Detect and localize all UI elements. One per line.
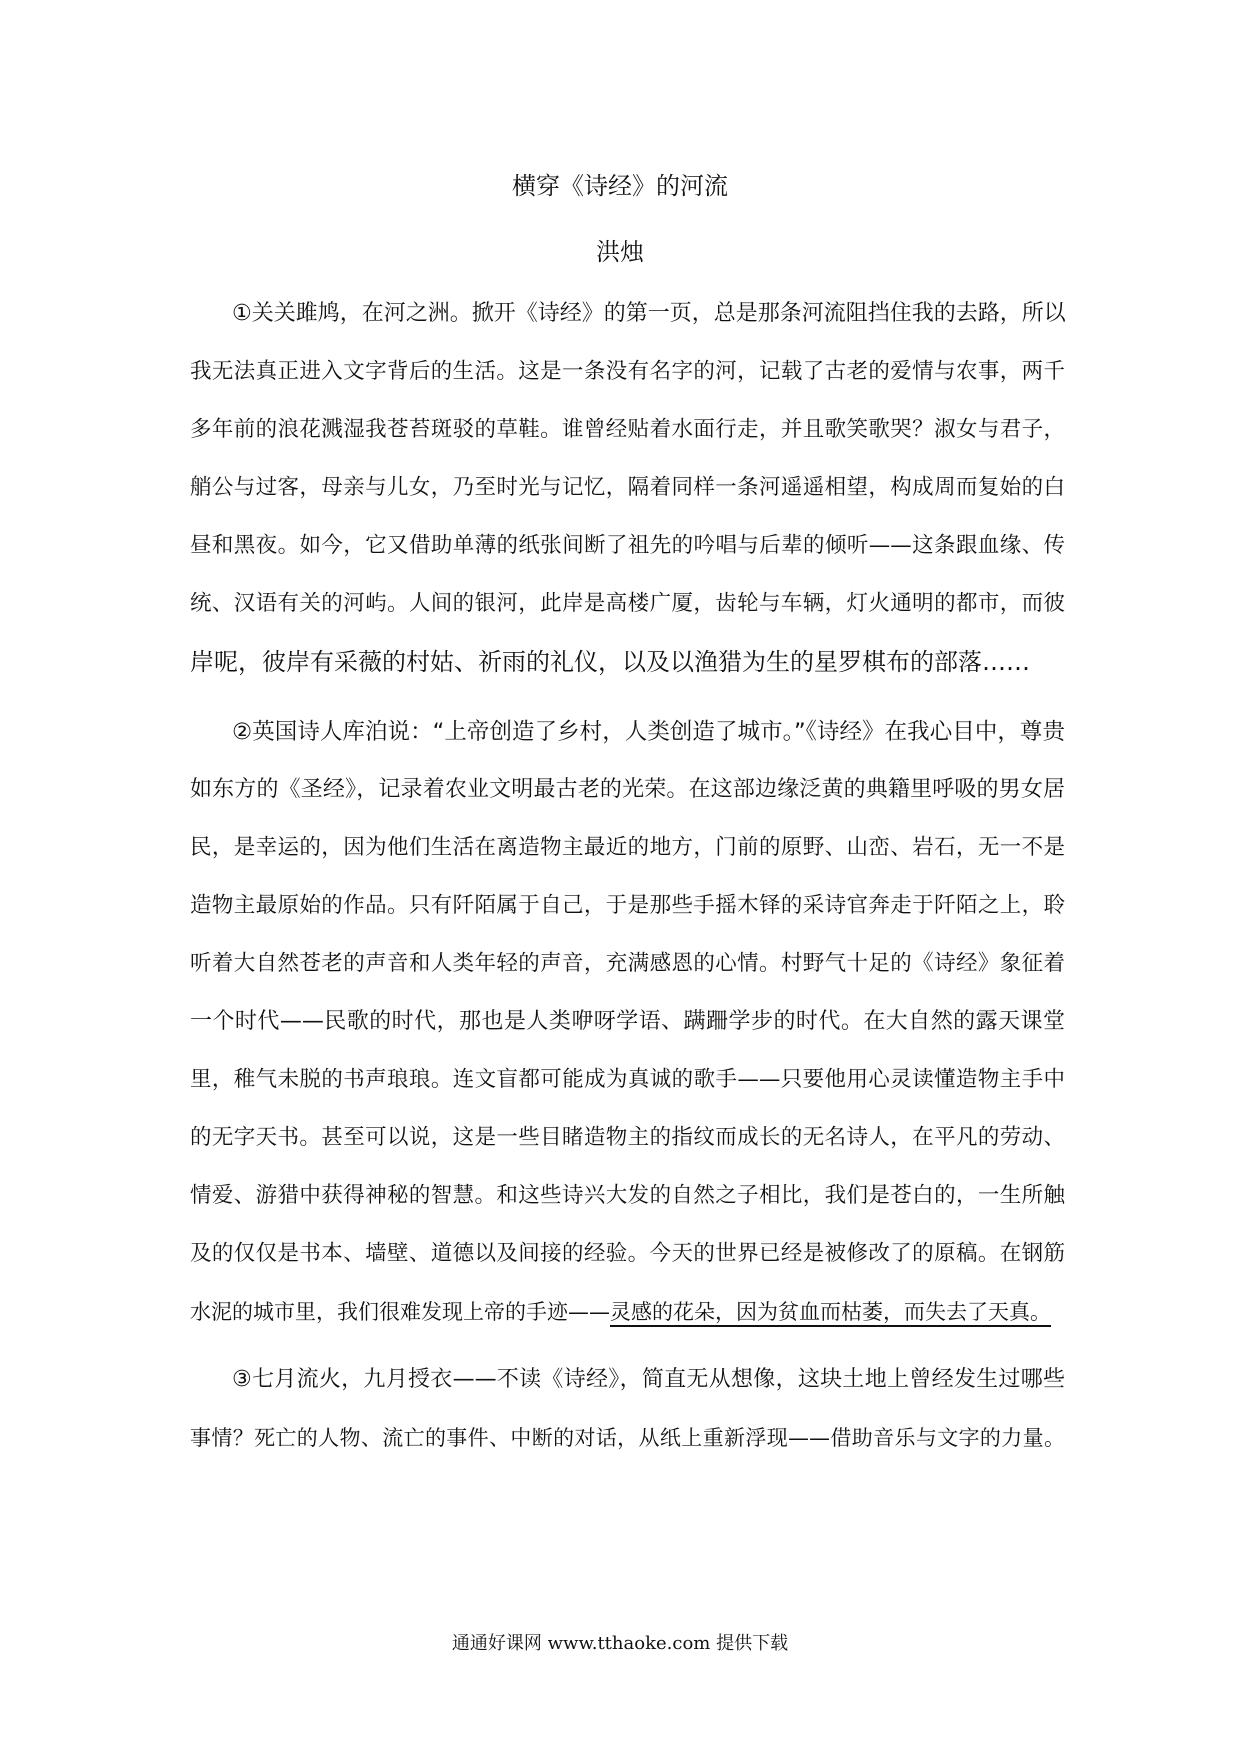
paragraph-2-line-9: 情爱、游猎中获得神秘的智慧。和这些诗兴大发的自然之子相比，我们是苍白的，一生所触: [190, 1183, 1065, 1208]
paragraph-2-last-line-text: 水泥的城市里，我们很难发现上帝的手迹——: [190, 1300, 610, 1324]
paragraph-2-line-6: 一个时代——民歌的时代，那也是人类咿呀学语、蹒跚学步的时代。在大自然的露天课堂: [190, 1009, 1065, 1034]
paragraph-2-line-11: [190, 1296, 1065, 1328]
paragraph-1-line-3: 多年前的浪花溅湿我苍苔斑驳的草鞋。谁曾经贴着水面行走，并且歌笑歌哭？淑女与君子，: [190, 417, 1065, 442]
page-footer: 通通好课网 www.tthaoke.com 提供下载: [451, 1633, 789, 1654]
paragraph-1-line-1: ①关关雎鸠，在河之洲。掀开《诗经》的第一页，总是那条河流阻挡住我的去路，所以: [232, 301, 1066, 326]
paragraph-1-line-4: 艄公与过客，母亲与儿女，乃至时光与记忆，隔着同样一条河遥遥相望，构成周而复始的白: [190, 475, 1065, 500]
paragraph-2-line-7: 里，稚气未脱的书声琅琅。连文盲都可能成为真诚的歌手——只要他用心灵读懂造物主手中: [190, 1067, 1065, 1092]
paragraph-2-line-5: 听着大自然苍老的声音和人类年轻的声音，充满感恩的心情。村野气十足的《诗经》象征着: [190, 951, 1065, 976]
paragraph-2-line-10: 及的仅仅是书本、墙壁、道德以及间接的经验。今天的世界已经是被修改了的原稿。在钢筋: [190, 1241, 1065, 1266]
paragraph-2-line-4: 造物主最原始的作品。只有阡陌属于自己，于是那些手摇木铎的采诗官奔走于阡陌之上，聆: [190, 893, 1065, 918]
underlined-sentence: 灵感的花朵，因为贫血而枯萎，而失去了天真。: [610, 1300, 1051, 1324]
paragraph-3-line-2: 事情？死亡的人物、流亡的事件、中断的对话，从纸上重新浮现——借助音乐与文字的力量。: [190, 1426, 1065, 1450]
paragraph-2-line-3: 民，是幸运的，因为他们生活在离造物主最近的地方，门前的原野、山峦、岩石，无一不是: [190, 835, 1065, 860]
paragraph-1-line-2: 我无法真正进入文字背后的生活。这是一条没有名字的河，记载了古老的爱情与农事，两千: [190, 359, 1065, 384]
article-title: 横穿《诗经》的河流: [512, 172, 728, 200]
article-author: 洪烛: [596, 238, 644, 266]
paragraph-2-line-8: 的无字天书。甚至可以说，这是一些目睹造物主的指纹而成长的无名诗人，在平凡的劳动、: [190, 1125, 1065, 1150]
paragraph-3-line-1: ③七月流火，九月授衣——不读《诗经》，简直无从想像，这块土地上曾经发生过哪些: [232, 1367, 1065, 1392]
paragraph-2-line-2: 如东方的《圣经》，记录着农业文明最古老的光荣。在这部边缘泛黄的典籍里呼吸的男女居: [190, 777, 1065, 802]
paragraph-1-line-6: 统、汉语有关的河屿。人间的银河，此岸是高楼广厦，齿轮与车辆，灯火通明的都市，而彼: [190, 591, 1065, 616]
paragraph-1-line-7: 岸呢，彼岸有采薇的村姑、祈雨的礼仪，以及以渔猎为生的星罗棋布的部落……: [190, 648, 1030, 676]
paragraph-1-line-5: 昼和黑夜。如今，它又借助单薄的纸张间断了祖先的吟唱与后辈的倾听——这条跟血缘、传: [190, 533, 1065, 558]
paragraph-2-line-1: ②英国诗人库泊说：“上帝创造了乡村，人类创造了城市。”《诗经》在我心目中，尊贵: [232, 719, 1065, 745]
